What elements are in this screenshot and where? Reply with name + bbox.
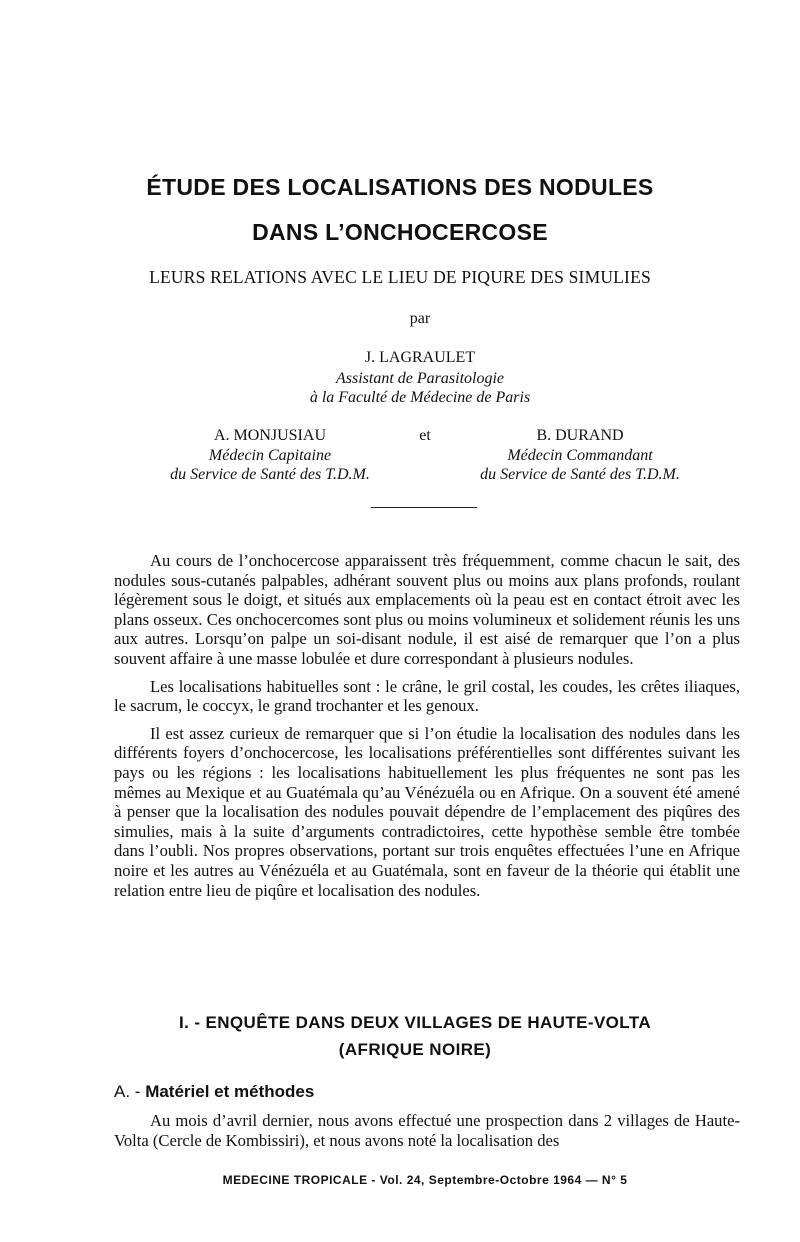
journal-footer: MEDECINE TROPICALE - Vol. 24, Septembre-Octobre 1964 — N° 5 — [222, 1173, 628, 1187]
section-heading-line-1: I. - ENQUÊTE DANS DEUX VILLAGES DE HAUTE-VOLTA — [178, 1013, 652, 1032]
paragraph-1: Au cours de l’onchocercose apparaissent très fréquemment, comme chacun le sait, des nodules sous-cutanés palpables, adhérant souvent plus ou moins aux plans profonds, roulant légèrement sous le doigt, et situés aux emplacements où la peau est en contact étroit avec les plans osseux. Ces onchocercomes sont plus ou moins volumineux et solidement réunis les uns aux autres. Lorsqu’on palpe un soi-disant nodule, il est aisé de remarquer que l’on a plus souvent affaire à une masse lobulée et dure correspondant à plusieurs nodules. — [114, 551, 740, 668]
author-1-role-2: à la Faculté de Médecine de Paris — [309, 389, 531, 406]
author-3-service: du Service de Santé des T.D.M. — [480, 466, 680, 483]
subtitle: LEURS RELATIONS AVEC LE LIEU DE PIQURE DES SIMULIES — [149, 267, 651, 287]
conjunction: et — [419, 427, 431, 444]
author-2-name: A. MONJUSIAU — [213, 427, 326, 444]
title-line-1: ÉTUDE DES LOCALISATIONS DES NODULES — [146, 174, 654, 200]
paragraph-4: Au mois d’avril dernier, nous avons effectué une prospection dans 2 villages de Haute-Volta (Cercle de Kombissiri), et nous avons noté la localisation des — [114, 1111, 740, 1150]
body-text — [114, 551, 740, 908]
author-1-name: J. LAGRAULET — [364, 349, 476, 366]
subsection-heading — [114, 1082, 314, 1102]
author-1-role-1: Assistant de Parasitologie — [336, 370, 504, 387]
author-2-service: du Service de Santé des T.D.M. — [170, 466, 370, 483]
paragraph-2: Les localisations habituelles sont : le crâne, le gril costal, les coudes, les crêtes iliaques, le sacrum, le coccyx, le grand trochanter et les genoux. — [114, 676, 740, 716]
subsection-title: Matériel et méthodes — [145, 1082, 315, 1101]
author-2-role: Médecin Capitaine — [208, 447, 332, 464]
section-heading-line-2: (AFRIQUE NOIRE) — [338, 1040, 492, 1059]
title-line-2: DANS L’ONCHOCERCOSE — [252, 219, 548, 245]
author-3-role: Médecin Commandant — [507, 447, 653, 464]
author-3-name: B. DURAND — [536, 427, 624, 444]
separator-rule — [371, 507, 477, 508]
subsection-label: A. - — [114, 1082, 141, 1101]
body-text-2 — [114, 1111, 740, 1150]
paragraph-3: Il est assez curieux de remarquer que si l’on étudie la localisation des nodules dans les différents foyers d’onchocercose, les localisations préférentielles sont différentes suivant les pays ou les régions : les localisations habituellement les plus fréquentes ne sont pas les mêmes au Mexique et au Guatémala qu’au Vénézuéla ou en Afrique. On a souvent été amené à penser que la localisation des nodules pouvait dépendre de l’emplacement des piqûres des simulies, mais à la suite d’arguments contradictoires, cette hypothèse semble être tombée dans l’oubli. Nos propres observations, portant sur trois enquêtes effectuées l’une en Afrique noire et les autres au Vénézuéla et au Guatémala, sont en faveur de la théorie qui établit une relation entre lieu de piqûre et localisation des nodules. — [114, 723, 740, 900]
by-label: par — [409, 310, 431, 327]
